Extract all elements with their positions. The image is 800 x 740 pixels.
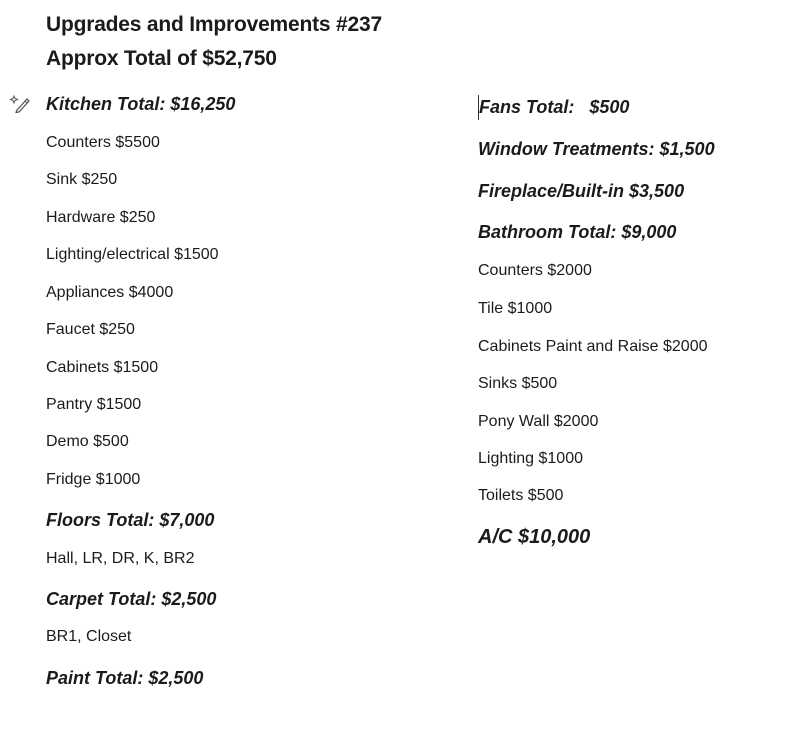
right-line-1: Fans Total: $500 — [479, 97, 630, 117]
right-line-4: Bathroom Total: $9,000 — [478, 222, 677, 242]
left-line-12: Floors Total: $7,000 — [46, 510, 215, 530]
right-line-5: Counters $2000 — [478, 262, 592, 279]
left-line-16: Paint Total: $2,500 — [46, 668, 204, 688]
left-line-15: BR1, Closet — [46, 628, 132, 645]
copilot-sparkle-icon[interactable] — [8, 92, 32, 114]
right-line-11: Toilets $500 — [478, 487, 564, 504]
left-line-3: Sink $250 — [46, 171, 118, 188]
right-line-2: Window Treatments: $1,500 — [478, 139, 715, 159]
left-line-7: Faucet $250 — [46, 321, 135, 338]
right-line-7: Cabinets Paint and Raise $2000 — [478, 338, 708, 355]
left-line-13: Hall, LR, DR, K, BR2 — [46, 550, 195, 567]
right-line-8: Sinks $500 — [478, 375, 558, 392]
right-line-10: Lighting $1000 — [478, 450, 583, 467]
left-line-11: Fridge $1000 — [46, 471, 141, 488]
left-line-4: Hardware $250 — [46, 209, 156, 226]
left-line-5: Lighting/electrical $1500 — [46, 246, 219, 263]
right-line-3: Fireplace/Built-in $3,500 — [478, 181, 685, 201]
right-line-6: Tile $1000 — [478, 300, 553, 317]
left-line-8: Cabinets $1500 — [46, 359, 159, 376]
right-line-12: A/C $10,000 — [478, 526, 591, 548]
right-line-9: Pony Wall $2000 — [478, 413, 599, 430]
document-subtitle: Approx Total of $52,750 — [46, 47, 277, 70]
left-line-6: Appliances $4000 — [46, 284, 174, 301]
left-line-9: Pantry $1500 — [46, 396, 142, 413]
left-line-2: Counters $5500 — [46, 134, 160, 151]
left-line-14: Carpet Total: $2,500 — [46, 589, 217, 609]
left-line-10: Demo $500 — [46, 433, 129, 450]
left-line-1: Kitchen Total: $16,250 — [46, 94, 236, 114]
document-title: Upgrades and Improvements #237 — [46, 13, 382, 36]
